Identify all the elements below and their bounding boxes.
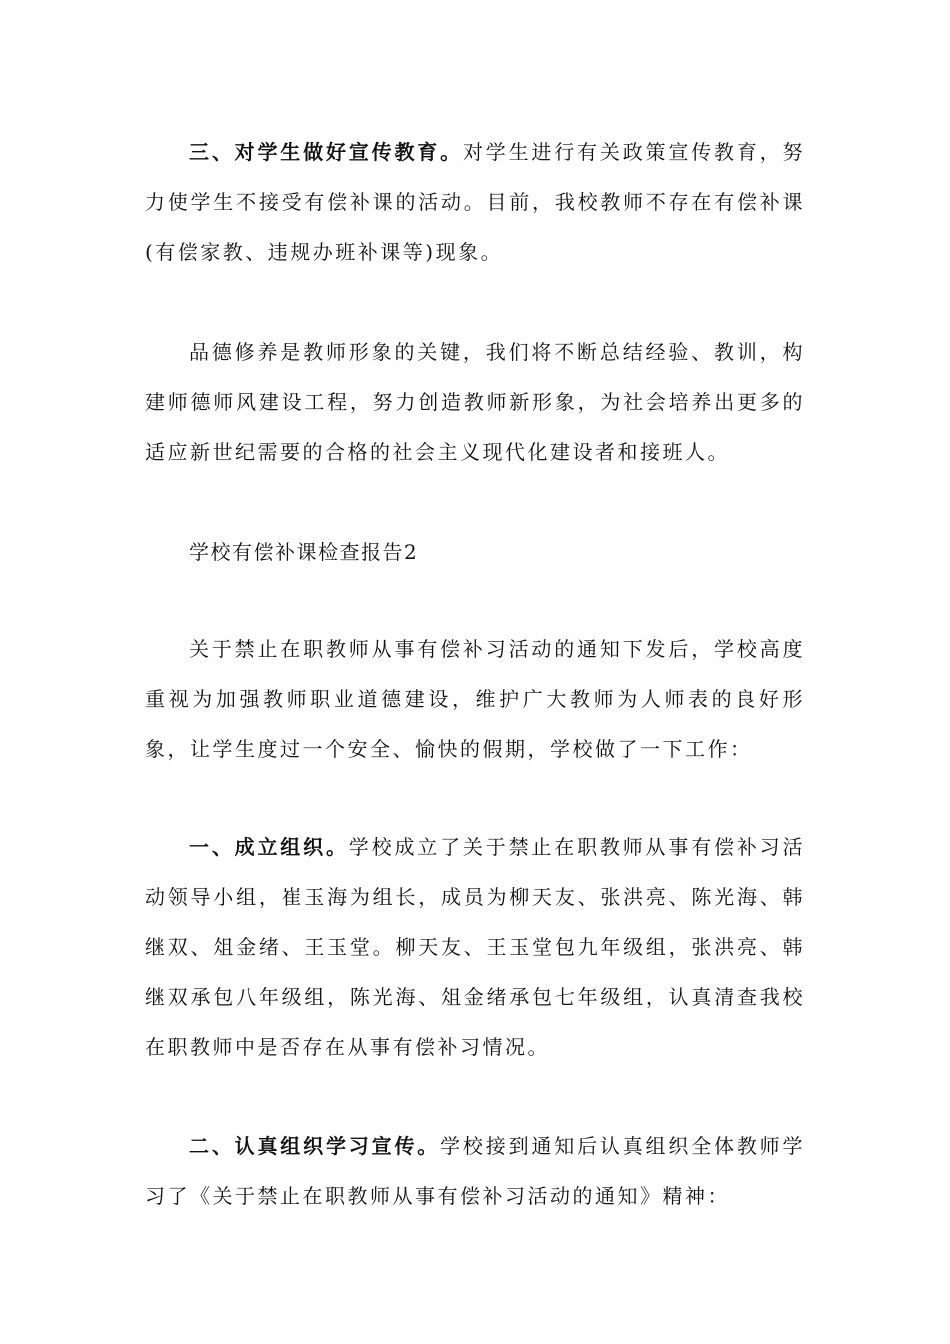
paragraph-study-publicity — [145, 1121, 805, 1221]
report-title: 学校有偿补课检查报告2 — [189, 540, 419, 564]
paragraph-body: 品德修养是教师形象的关键，我们将不断总结经验、教训，构建师德师风建设工程，努力创造教师新形象，为社会培养出更多的适应新世纪需要的合格的社会主义现代化建设者和接班人。 — [145, 340, 805, 464]
paragraph-body: 对学生进行有关政策宣传教育，努力使学生不接受有偿补课的活动。目前，我校教师不存在有偿补课(有偿家教、违规办班补课等)现象。 — [145, 140, 806, 264]
section-lead-two: 二、认真组织学习宣传。 — [189, 1134, 441, 1158]
section-lead-one: 一、成立组织。 — [189, 835, 349, 859]
paragraph-body: 学校接到通知后认真组织全体教师学习了《关于禁止在职教师从事有偿补习活动的通知》精神： — [145, 1134, 806, 1208]
paragraph-moral-cultivation — [145, 327, 805, 477]
paragraph-body: 关于禁止在职教师从事有偿补习活动的通知下发后，学校高度重视为加强教师职业道德建设，维护广大教师为人师表的良好形象，让学生度过一个安全、愉快的假期，学校做了一下工作： — [145, 637, 805, 761]
paragraph-student-education — [145, 127, 805, 277]
paragraph-establish-organization — [145, 822, 805, 1072]
paragraph-notice-intro — [145, 624, 805, 774]
section-lead-three: 三、对学生做好宣传教育。 — [189, 140, 463, 164]
paragraph-body: 学校成立了关于禁止在职教师从事有偿补习活动领导小组，崔玉海为组长，成员为柳天友、张洪亮、陈光海、韩继双、俎金绪、王玉堂。柳天友、王玉堂包九年级组，张洪亮、韩继双承包八年级组，陈光海、俎金绪承包七年级组，认真清查我校在职教师中是否存在从事有偿补习情况。 — [145, 835, 806, 1059]
